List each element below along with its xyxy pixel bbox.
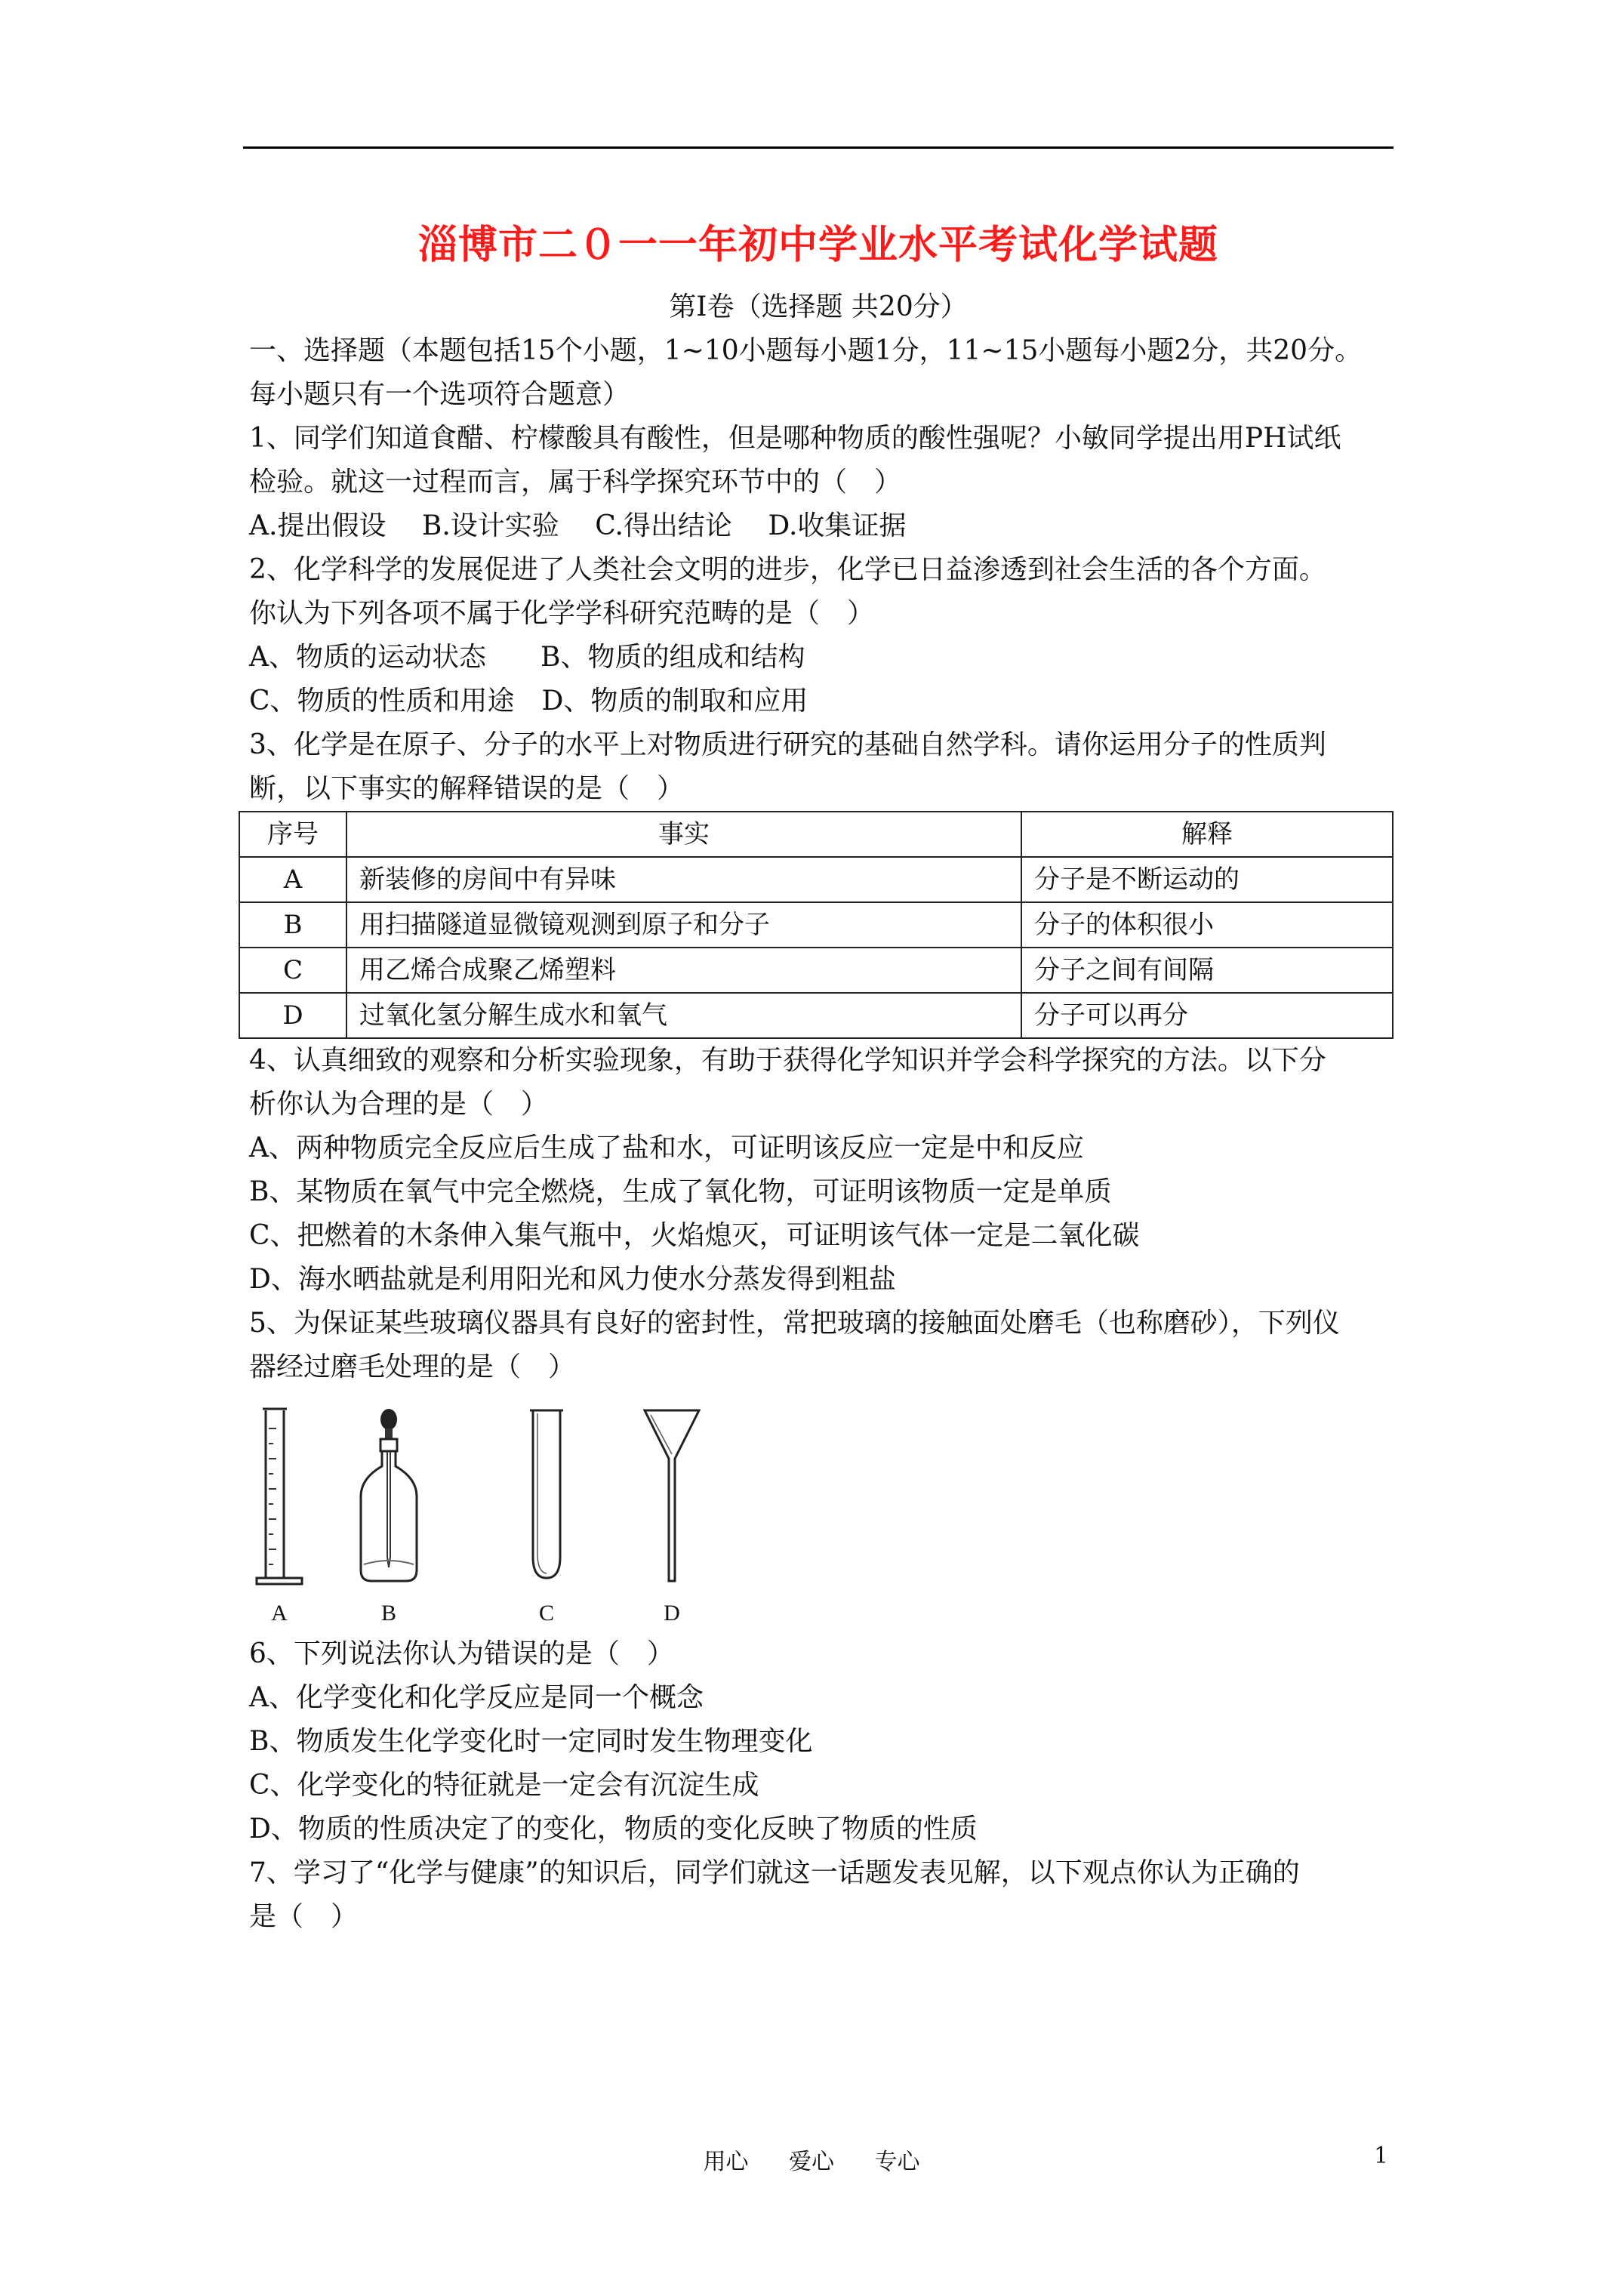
dropper-bottle-icon: [355, 1406, 423, 1587]
page-title: 淄博市二０一一年初中学业水平考试化学试题: [417, 222, 1218, 268]
q4-option-c: C、把燃着的木条伸入集气瓶中，火焰熄灭，可证明该气体一定是二氧化碳: [249, 1220, 1140, 1251]
q6-option-c: C、化学变化的特征就是一定会有沉淀生成: [249, 1770, 759, 1801]
q4-option-a: A、两种物质完全反应后生成了盐和水，可证明该反应一定是中和反应: [249, 1133, 1084, 1163]
exam-body: [249, 329, 1397, 1939]
row-explanation: 分子可以再分: [1021, 993, 1393, 1038]
header-index: 序号: [239, 812, 346, 857]
page-number: 1: [1374, 2143, 1389, 2169]
q5-line-2: 器经过磨毛处理的是（ ）: [249, 1351, 576, 1382]
q4-option-b: B、某物质在氧气中完全燃烧，生成了氧化物，可证明该物质一定是单质: [249, 1176, 1112, 1207]
row-explanation: 分子之间有间隔: [1021, 948, 1393, 993]
instrument-a: [249, 1406, 310, 1635]
header-explanation: 解释: [1021, 812, 1393, 857]
row-index: B: [239, 902, 346, 948]
instructions-line-1: 一、选择题（本题包括15个小题，1~10小题每小题1分，11~15小题每小题2分，共20分。: [249, 335, 1363, 366]
q1-options: A.提出假设 B.设计实验 C.得出结论 D.收集证据: [249, 510, 907, 541]
header-rule: [243, 146, 1394, 149]
instrument-d: [642, 1406, 702, 1635]
table-row: [239, 993, 1393, 1038]
table-row: [239, 902, 1393, 948]
q2-line-2: 你认为下列各项不属于化学学科研究范畴的是（ ）: [249, 598, 875, 629]
instructions-line-2: 每小题只有一个选项符合题意）: [249, 379, 630, 410]
q7-line-2: 是（ ）: [249, 1901, 359, 1932]
q5-figure: [249, 1406, 1397, 1632]
q6-option-a: A、化学变化和化学反应是同一个概念: [249, 1682, 704, 1713]
q3-line-2: 断，以下事实的解释错误的是（ ）: [249, 773, 685, 804]
section-heading: 第Ⅰ卷（选择题 共20分）: [669, 291, 968, 322]
footer-item: 爱心: [789, 2149, 834, 2175]
figure-label-c: C: [538, 1601, 554, 1626]
test-tube-icon: [524, 1406, 569, 1587]
q2-options-2: C、物质的性质和用途 D、物质的制取和应用: [249, 686, 808, 717]
row-index: D: [239, 993, 346, 1038]
q6-option-d: D、物质的性质决定了的变化，物质的变化反映了物质的性质: [249, 1814, 978, 1845]
graduated-cylinder-icon: [249, 1406, 310, 1587]
q4-line-1: 4、认真细致的观察和分析实验现象，有助于获得化学知识并学会科学探究的方法。以下分: [249, 1045, 1326, 1076]
q4-option-d: D、海水晒盐就是利用阳光和风力使水分蒸发得到粗盐: [249, 1264, 896, 1295]
row-index: A: [239, 857, 346, 902]
q3-line-1: 3、化学是在原子、分子的水平上对物质进行研究的基础自然学科。请你运用分子的性质判: [249, 729, 1326, 760]
footer-item: 专心: [874, 2149, 920, 2175]
table-header-row: [239, 812, 1393, 857]
row-fact: 过氧化氢分解生成水和氧气: [346, 993, 1021, 1038]
q1-line-2: 检验。就这一过程而言，属于科学探究环节中的（ ）: [249, 467, 902, 498]
row-explanation: 分子是不断运动的: [1021, 857, 1393, 902]
figure-label-d: D: [664, 1601, 680, 1626]
table-row: [239, 857, 1393, 902]
row-fact: 用乙烯合成聚乙烯塑料: [346, 948, 1021, 993]
figure-label-b: B: [380, 1601, 396, 1626]
figure-label-a: A: [271, 1601, 288, 1626]
table-row: [239, 948, 1393, 993]
row-fact: 用扫描隧道显微镜观测到原子和分子: [346, 902, 1021, 948]
q6-option-b: B、物质发生化学变化时一定同时发生物理变化: [249, 1726, 813, 1757]
row-index: C: [239, 948, 346, 993]
instrument-b: [355, 1406, 423, 1635]
footer-item: 用心: [703, 2149, 749, 2175]
row-explanation: 分子的体积很小: [1021, 902, 1393, 948]
q2-options-1: A、物质的运动状态 B、物质的组成和结构: [249, 642, 805, 673]
q7-line-1: 7、学习了“化学与健康”的知识后，同学们就这一话题发表见解，以下观点你认为正确的: [249, 1857, 1300, 1888]
q2-line-1: 2、化学科学的发展促进了人类社会文明的进步，化学已日益渗透到社会生活的各个方面。: [249, 554, 1326, 585]
q5-line-1: 5、为保证某些玻璃仪器具有良好的密封性，常把玻璃的接触面处磨毛（也称磨砂），下列仪: [249, 1308, 1340, 1339]
funnel-icon: [642, 1406, 702, 1587]
header-fact: 事实: [346, 812, 1021, 857]
q3-table: [239, 811, 1394, 1039]
row-fact: 新装修的房间中有异味: [346, 857, 1021, 902]
q4-line-2: 析你认为合理的是（ ）: [249, 1089, 549, 1120]
q1-line-1: 1、同学们知道食醋、柠檬酸具有酸性，但是哪种物质的酸性强呢？小敏同学提出用PH试纸: [249, 423, 1341, 454]
q6-line-1: 6、下列说法你认为错误的是（ ）: [249, 1638, 674, 1669]
instrument-c: [524, 1406, 569, 1635]
